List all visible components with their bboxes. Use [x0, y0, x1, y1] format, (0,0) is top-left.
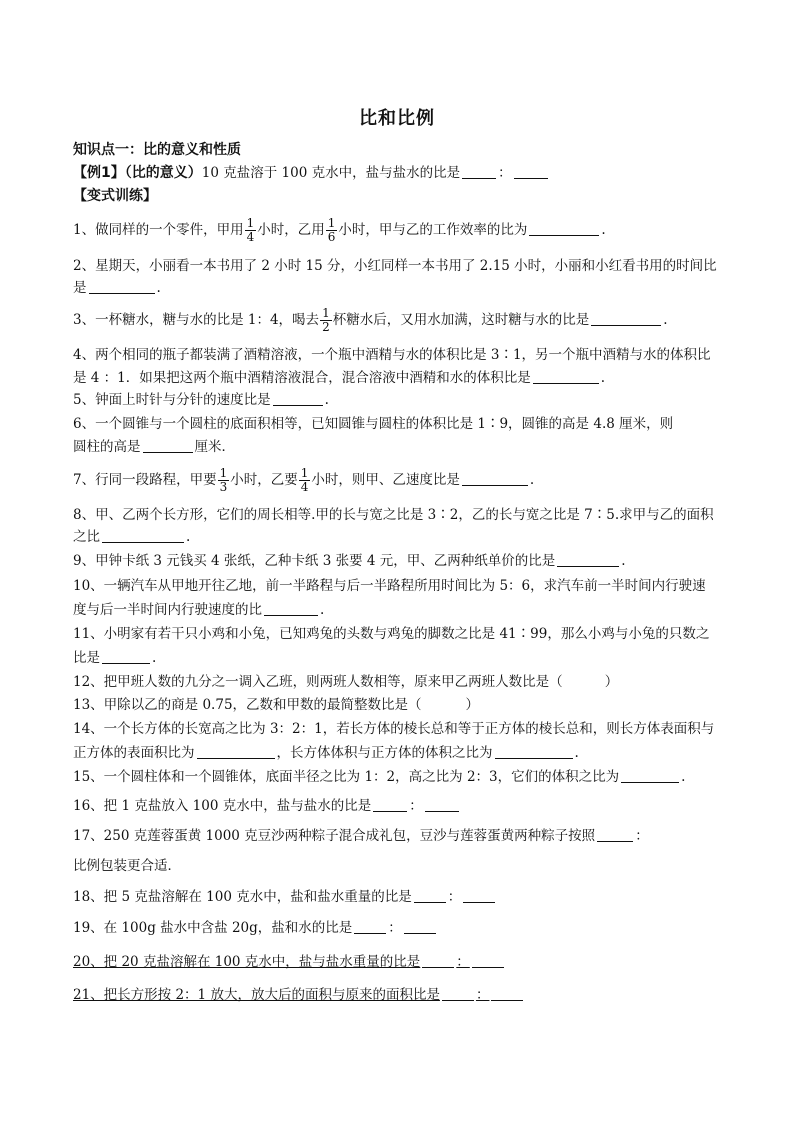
numerator: 1: [246, 216, 255, 230]
period: .: [324, 392, 329, 408]
q12-text-a: 12、把甲班人数的九分之一调入乙班，则两班人数相等，原来甲乙两班人数比是（: [73, 674, 563, 690]
fraction: [218, 467, 230, 494]
denominator: 3: [219, 480, 228, 494]
question-6-line-2: [73, 437, 733, 457]
question-21: [73, 985, 733, 1005]
q9-text: 9、甲钟卡纸 3 元钱买 4 张纸，乙种卡纸 3 张要 4 元，甲、乙两种纸单价的比是: [73, 553, 556, 569]
numerator: 1: [219, 466, 228, 480]
variant-heading: 【变式训练】: [73, 188, 157, 204]
period: .: [681, 769, 686, 785]
answer-blank[interactable]: [442, 986, 474, 1001]
fraction: [326, 217, 338, 244]
answer-blank[interactable]: [591, 311, 661, 326]
period: .: [601, 222, 606, 238]
answer-blank[interactable]: [422, 953, 454, 968]
period: .: [621, 553, 626, 569]
answer-blank[interactable]: [597, 827, 633, 842]
question-7: [73, 464, 733, 496]
answer-blank[interactable]: [373, 797, 407, 812]
q20-text: 20、把 20 克盐溶解在 100 克水中，盐与盐水重量的比是: [73, 954, 421, 970]
answer-blank[interactable]: [533, 369, 599, 384]
answer-blank[interactable]: [414, 888, 446, 903]
question-4-line-2: [73, 368, 733, 388]
denominator: 4: [246, 230, 255, 244]
question-14-line-1: 14、一个长方体的长宽高之比为 3：2：1，若长方体的棱长总和等于正方体的棱长总和，则长方体表面积与: [73, 721, 715, 737]
question-17-line-2: 比例包装更合适．: [73, 858, 181, 874]
section-heading: 知识点一：比的意义和性质: [73, 142, 241, 158]
question-8-line-2: [73, 527, 733, 547]
q4-text: 是 4 ：1．如果把这两个瓶中酒精溶液混合，混合溶液中酒精和水的体积比是: [73, 370, 531, 386]
answer-blank[interactable]: [514, 164, 548, 179]
q3-text-a: 3、一杯糖水，糖与水的比是 1：4，喝去: [73, 312, 320, 328]
question-12: [73, 672, 733, 692]
q13-text-b: ）: [465, 697, 480, 713]
question-16: [73, 796, 733, 816]
numerator: 1: [322, 306, 330, 320]
denominator: 6: [327, 230, 336, 244]
q1-text-a: 1、做同样的一个零件，甲用: [73, 222, 244, 238]
q3-text-b: 杯糖水后，又用水加满，这时糖与水的比是: [332, 312, 590, 328]
q6-text-b: 厘米．: [194, 439, 235, 455]
period: .: [152, 650, 157, 666]
question-11-line-1: 11、小明家有若干只小鸡和小兔，已知鸡兔的头数与鸡兔的脚数之比是 41∶99，那么小鸡与小兔的只数之: [73, 626, 710, 642]
q19-text: 19、在 100g 盐水中含盐 20g，盐和水的比是: [73, 920, 353, 936]
q6-text-a: 圆柱的高是: [73, 439, 141, 455]
numerator: 1: [327, 216, 336, 230]
question-19: [73, 918, 733, 938]
question-13: [73, 695, 733, 715]
numerator: 1: [300, 466, 309, 480]
denominator: 2: [322, 320, 330, 334]
question-17-line-1: [73, 826, 733, 846]
q10-text: 度与后一半时间内行驶速度的比: [73, 602, 262, 618]
fraction: [299, 467, 311, 494]
answer-blank[interactable]: [102, 649, 150, 664]
colon: ：: [388, 920, 402, 936]
q12-text-b: ）: [604, 674, 619, 690]
q11-text: 比是: [73, 650, 100, 666]
example-tag: 【例1】（比的意义）: [73, 165, 202, 181]
question-6-line-1: 6、一个圆锥与一个圆柱的底面积相等，已知圆锥与圆柱的体积比是 1∶9，圆锥的高是 4.8 厘米，则: [73, 416, 674, 432]
q2-text: 是: [73, 280, 87, 296]
question-8-line-1: 8、甲、乙两个长方形，它们的周长相等.甲的长与宽之比是 3∶2，乙的长与宽之比是 7∶5.求甲与乙的面积: [73, 507, 714, 523]
question-10-line-1: 10、一辆汽车从甲地开往乙地，前一半路程与后一半路程所用时间比为 5：6，求汽车前一半时间内行驶速: [73, 578, 706, 594]
q8-text: 之比: [73, 529, 100, 545]
answer-blank[interactable]: [462, 164, 496, 179]
colon: ：: [635, 828, 649, 844]
question-3: [73, 304, 733, 336]
answer-blank[interactable]: [557, 552, 619, 567]
q7-text-b: 小时，乙要: [230, 472, 298, 488]
question-1: [73, 214, 733, 246]
q18-text: 18、把 5 克盐溶解在 100 克水中，盐和盐水重量的比是: [73, 889, 412, 905]
colon: ：: [456, 954, 470, 970]
example-1: [73, 163, 733, 183]
answer-blank[interactable]: [264, 601, 318, 616]
answer-blank[interactable]: [491, 986, 523, 1001]
question-20: [73, 952, 733, 972]
period: .: [156, 280, 161, 296]
q14-text-b: ，长方体体积与正方体的体积之比为: [276, 745, 493, 761]
question-5: [73, 390, 733, 410]
answer-blank[interactable]: [102, 528, 184, 543]
answer-blank[interactable]: [354, 919, 386, 934]
period: .: [320, 602, 325, 618]
period: .: [574, 745, 579, 761]
question-9: [73, 551, 733, 571]
colon: ：: [475, 987, 490, 1003]
colon: ：: [498, 165, 512, 181]
q16-text: 16、把 1 克盐放入 100 克水中，盐与盐水的比是: [73, 798, 372, 814]
q17-text-a: 17、250 克莲蓉蛋黄 1000 克豆沙两种粽子混合成礼包，豆沙与莲蓉蛋黄两种粽子按照: [73, 828, 596, 844]
answer-blank[interactable]: [89, 279, 155, 294]
answer-blank[interactable]: [425, 797, 459, 812]
q21-text: 21、把长方形按 2：1 放大，放大后的面积与原来的面积比是: [73, 987, 440, 1003]
question-11-line-2: [73, 648, 733, 668]
example-text: 10 克盐溶于 100 克水中，盐与盐水的比是: [201, 165, 461, 181]
answer-blank[interactable]: [529, 221, 599, 236]
question-2-line-1: 2、星期天，小丽看一本书用了 2 小时 15 分，小红同样一本书用了 2.15 小时，小丽和小红看书用的时间比: [73, 258, 717, 274]
q14-text-a: 正方体的表面积比为: [73, 745, 195, 761]
colon: ：: [409, 798, 423, 814]
question-14-line-2: [73, 743, 733, 763]
question-10-line-2: [73, 600, 733, 620]
question-15: [73, 767, 733, 787]
question-4-line-1: 4、两个相同的瓶子都装满了酒精溶液，一个瓶中酒精与水的体积比是 3∶1，另一个瓶中酒精与水的体积比: [73, 347, 711, 363]
answer-blank[interactable]: [197, 744, 275, 759]
answer-blank[interactable]: [495, 744, 573, 759]
answer-blank[interactable]: [463, 888, 495, 903]
q1-text-c: 小时，甲与乙的工作效率的比为: [338, 222, 528, 238]
fraction: [245, 217, 257, 244]
q5-text: 5、钟面上时针与分针的速度比是: [73, 392, 271, 408]
answer-blank[interactable]: [143, 438, 193, 453]
answer-blank[interactable]: [462, 471, 528, 486]
q7-text-a: 7、行同一段路程，甲要: [73, 472, 217, 488]
q15-text: 15、一个圆柱体和一个圆锥体，底面半径之比为 1：2，高之比为 2：3，它们的体积之比为: [73, 769, 620, 785]
answer-blank[interactable]: [404, 919, 436, 934]
question-18: [73, 887, 733, 907]
answer-blank[interactable]: [472, 953, 504, 968]
page-title: 比和比例: [359, 108, 435, 129]
period: .: [663, 312, 668, 328]
q13-text-a: 13、甲除以乙的商是 0.75，乙数和甲数的最简整数比是（: [73, 697, 422, 713]
period: .: [600, 370, 606, 386]
period: .: [529, 472, 535, 488]
q1-text-b: 小时，乙用: [257, 222, 325, 238]
denominator: 4: [300, 480, 309, 494]
q7-text-c: 小时，则甲、乙速度比是: [311, 472, 460, 488]
question-2-line-2: [73, 278, 733, 298]
answer-blank[interactable]: [621, 768, 679, 783]
colon: ：: [447, 889, 462, 905]
period: .: [186, 529, 191, 545]
answer-blank[interactable]: [273, 391, 323, 406]
fraction: [320, 307, 332, 334]
